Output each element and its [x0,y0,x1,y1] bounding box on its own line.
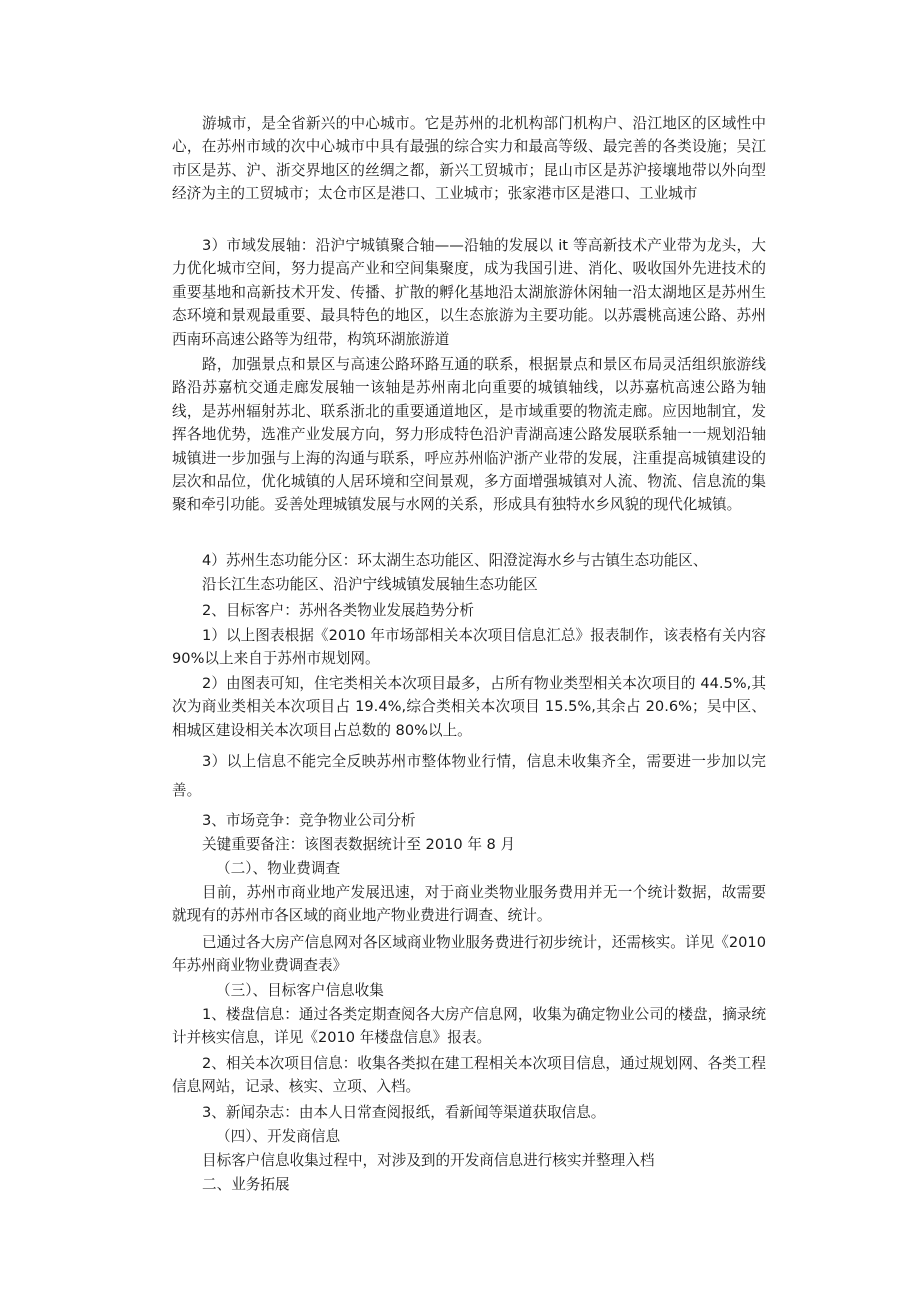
heading-customer-info: （三）、目标客户信息收集 [216,982,384,999]
paragraph-news: 3、新闻杂志：由本人日常查阅报纸，看新闻等渠道获取信息。 [202,1104,606,1121]
paragraph-eco-zones-cont: 沿长江生态功能区、沿沪宁线城镇发展轴生态功能区 [202,576,538,593]
heading-target-customers: 2、目标客户：苏州各类物业发展趋势分析 [202,602,474,619]
heading-market-competition: 3、市场竞争：竞争物业公司分析 [202,812,416,829]
paragraph-chart-source: 1）以上图表根据《2010 年市场部相关本次项目信息汇总》报表制作，该表格有关内容 90%以上来自于苏州市规划网。 [172,627,771,668]
paragraph-fee-stats: 已通过各大房产信息网对各区域商业物业服务费进行初步统计，还需核实。详见《2010 年苏州商业物业费调查表》 [172,934,771,975]
paragraph-key-note: 关键重要备注：该图表数据统计至 2010 年 8 月 [202,836,516,853]
paragraph-fee-survey: 目前，苏州市商业地产发展迅速，对于商业类物业服务费用并无一个统计数据，故需要就现有的苏州市各区域的商业地产物业费进行调查、统计。 [172,884,766,925]
heading-developer-info: （四）、开发商信息 [216,1128,341,1145]
paragraph-property-info: 1、楼盘信息：通过各类定期查阅各大房产信息网，收集为确定物业公司的楼盘，摘录统计并核实信息，详见《2010 年楼盘信息》报表。 [172,1006,766,1047]
heading-property-fee-survey: （二）、物业费调查 [216,860,341,877]
paragraph-city-roles: 游城市，是全省新兴的中心城市。它是苏州的北机构部门机构户、沿江地区的区域性中心，在苏州市域的次中心城市中具有最强的综合实力和最高等级、最完善的各类设施；吴江市区是苏、沪、浙交界地区的丝绸之都，新兴工贸城市；昆山市区是苏沪接壤地带以外向型经济为主的工贸城市；太仓市区是港口、工业城市；张家港市区是港口、工业城市 [172,115,766,203]
paragraph-eco-zones: 4）苏州生态功能分区：环太湖生态功能区、阳澄淀海水乡与古镇生态功能区、 [202,552,708,569]
paragraph-project-info: 2、相关本次项目信息：收集各类拟在建工程相关本次项目信息，通过规划网、各类工程信息网站，记录、核实、立项、入档。 [172,1055,766,1096]
paragraph-incomplete-info: 3）以上信息不能完全反映苏州市整体物业行情，信息未收集齐全，需要进一步加以完善。 [172,753,766,799]
paragraph-tourism-route: 路，加强景点和景区与高速公路环路互通的联系，根据景点和景区布局灵活组织旅游线路沿苏嘉杭交通走廊发展轴一该轴是苏州南北向重要的城镇轴线，以苏嘉杭高速公路为轴线，是苏州辐射苏北、联系浙北的重要通道地区，是市域重要的物流走廊。应因地制宜，发挥各地优势，选准产业发展方向，努力形成特色沿沪青湖高速公路发展联系轴一一规划沿轴城镇进一步加强与上海的沟通与联系，呼应苏州临沪浙产业带的发展，注重提高城镇建设的层次和品位，优化城镇的人居环境和空间景观，多方面增强城镇对人流、物流、信息流的集聚和牵引功能。妥善处理城镇发展与水网的关系，形成具有独特水乡风貌的现代化城镇。 [172,356,766,514]
paragraph-developer-info: 目标客户信息收集过程中，对涉及到的开发商信息进行核实并整理入档 [202,1152,655,1169]
paragraph-development-axis: 3）市域发展轴：沿沪宁城镇聚合轴——沿轴的发展以 it 等高新技术产业带为龙头，大力优化城市空间，努力提高产业和空间集聚度，成为我国引进、消化、吸收国外先进技术的重要基地和高新技术开发、传播、扩散的孵化基地沿太湖旅游休闲轴一沿太湖地区是苏州生态环境和景观最重要、最具特色的地区，以生态旅游为主要功能。以苏震桃高速公路、苏州西南环高速公路等为纽带，构筑环湖旅游道 [172,237,766,348]
paragraph-chart-analysis: 2）由图表可知，住宅类相关本次项目最多，占所有物业类型相关本次项目的 44.5%,其次为商业类相关本次项目占 19.4%,综合类相关本次项目 15.5%,其余占 20.6%；吴中区、相城区建设相关本次项目占总数的 80%以上。 [172,675,766,739]
heading-business-expansion: 二、业务拓展 [202,1176,290,1193]
